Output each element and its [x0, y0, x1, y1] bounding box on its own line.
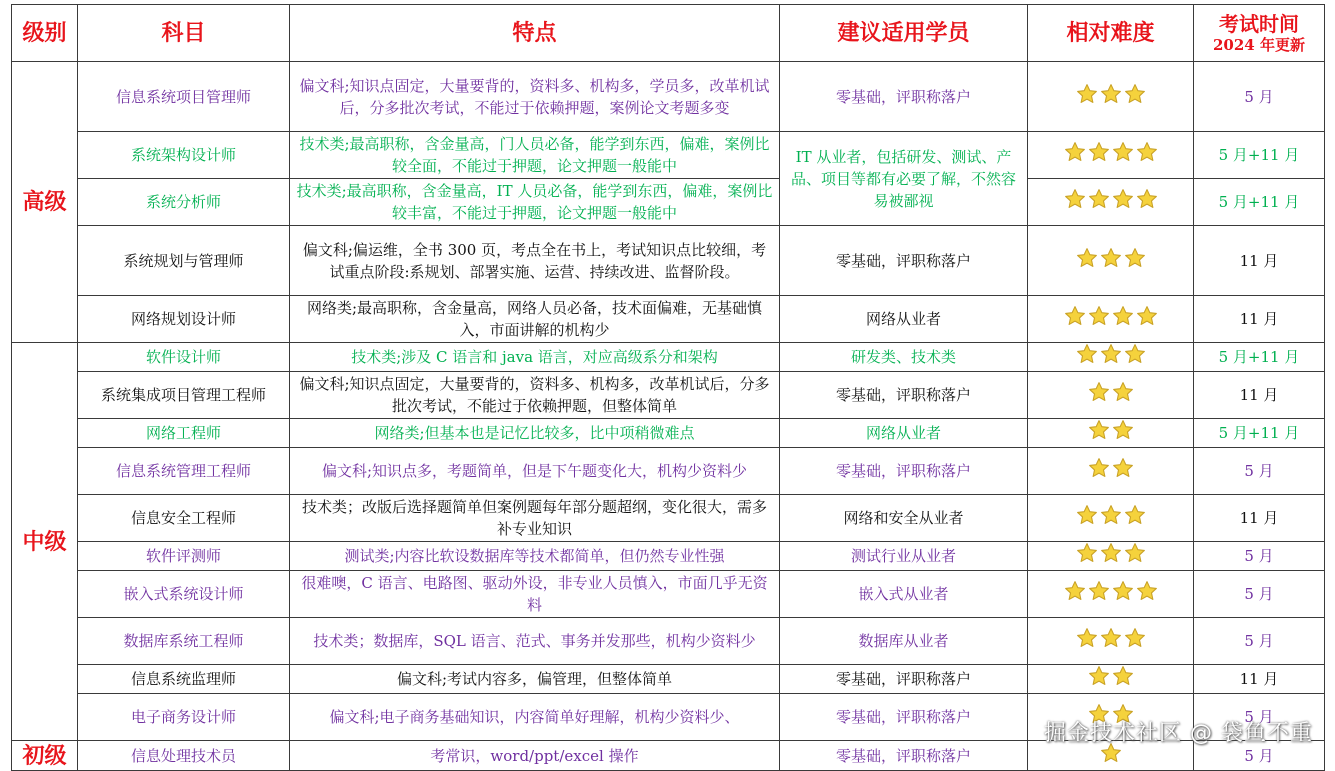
- subject-cell: 软件设计师: [78, 343, 290, 372]
- star-rating: [1076, 627, 1146, 649]
- level-senior: 高级: [12, 62, 78, 343]
- level-middle: 中级: [12, 343, 78, 741]
- star-icon: [1088, 580, 1110, 602]
- watermark: 掘金技术社区 @ 袋鱼不重: [1044, 721, 1313, 746]
- audience-cell: 网络和安全从业者: [780, 495, 1028, 542]
- table-row: [12, 226, 1325, 296]
- star-rating: [1088, 665, 1134, 687]
- exam-time-cell: 5 月+11 月: [1194, 132, 1325, 179]
- difficulty-cell: [1028, 343, 1194, 372]
- star-icon: [1088, 141, 1110, 163]
- star-rating: [1076, 247, 1146, 269]
- features-cell: 偏文科;电子商务基础知识，内容简单好理解，机构少资料少、: [290, 694, 780, 741]
- star-icon: [1076, 542, 1098, 564]
- features-cell: 技术类;涉及 C 语言和 java 语言，对应高级系分和架构: [290, 343, 780, 372]
- features-cell: 偏文科;考试内容多，偏管理，但整体简单: [290, 665, 780, 694]
- star-icon: [1088, 381, 1110, 403]
- difficulty-cell: [1028, 448, 1194, 495]
- star-rating: [1064, 580, 1158, 602]
- exam-time-cell: 5 月: [1194, 62, 1325, 132]
- star-icon: [1076, 504, 1098, 526]
- exam-time-cell: 11 月: [1194, 296, 1325, 343]
- features-cell: 很难噢，C 语言、电路图、驱动外设，非专业人员慎入，市面几乎无资料: [290, 571, 780, 618]
- features-cell: 技术类；数据库，SQL 语言、范式、事务并发那些，机构少资料少: [290, 618, 780, 665]
- features-cell: 偏文科;知识点固定，大量要背的，资料多、机构多，学员多，改革机试后，分多批次考试，不能过于依赖押题，案例论文考题多变: [290, 62, 780, 132]
- features-cell: 网络类;但基本也是记忆比较多，比中项稍微难点: [290, 419, 780, 448]
- audience-cell: 数据库从业者: [780, 618, 1028, 665]
- audience-cell: 零基础，评职称落户: [780, 448, 1028, 495]
- header-level: 级别: [12, 5, 78, 62]
- difficulty-cell: [1028, 665, 1194, 694]
- star-icon: [1112, 580, 1134, 602]
- star-icon: [1112, 188, 1134, 210]
- difficulty-cell: [1028, 132, 1194, 179]
- star-icon: [1076, 83, 1098, 105]
- features-cell: 网络类;最高职称，含金量高，网络人员必备，技术面偏难，无基础慎入，市面讲解的机构少: [290, 296, 780, 343]
- table-row: [12, 542, 1325, 571]
- table-row: [12, 62, 1325, 132]
- star-rating: [1076, 343, 1146, 365]
- header-difficulty: 相对难度: [1028, 5, 1194, 62]
- audience-cell: 网络从业者: [780, 296, 1028, 343]
- star-icon: [1100, 542, 1122, 564]
- star-icon: [1088, 188, 1110, 210]
- audience-cell: IT 从业者，包括研发、测试、产品、项目等都有必要了解，不然容易被鄙视: [780, 132, 1028, 226]
- table-row: [12, 132, 1325, 179]
- star-icon: [1136, 580, 1158, 602]
- features-cell: 偏文科;知识点多，考题简单，但是下午题变化大，机构少资料少: [290, 448, 780, 495]
- exam-time-cell: 5 月+11 月: [1194, 343, 1325, 372]
- difficulty-cell: [1028, 419, 1194, 448]
- subject-cell: 信息处理技术员: [78, 741, 290, 771]
- star-icon: [1064, 305, 1086, 327]
- star-icon: [1112, 419, 1134, 441]
- exam-time-cell: 11 月: [1194, 372, 1325, 419]
- table-row: [12, 343, 1325, 372]
- exam-time-cell: 5 月: [1194, 694, 1325, 741]
- header-audience: 建议适用学员: [780, 5, 1028, 62]
- subject-cell: 网络规划设计师: [78, 296, 290, 343]
- features-cell: 考常识，word/ppt/excel 操作: [290, 741, 780, 771]
- subject-cell: 网络工程师: [78, 419, 290, 448]
- star-icon: [1100, 83, 1122, 105]
- star-icon: [1124, 542, 1146, 564]
- audience-cell: 零基础，评职称落户: [780, 62, 1028, 132]
- star-icon: [1064, 141, 1086, 163]
- table-row: [12, 665, 1325, 694]
- star-icon: [1076, 247, 1098, 269]
- star-icon: [1136, 305, 1158, 327]
- table-row: [12, 296, 1325, 343]
- exam-time-cell: 11 月: [1194, 665, 1325, 694]
- star-icon: [1112, 457, 1134, 479]
- star-icon: [1088, 665, 1110, 687]
- difficulty-cell: [1028, 542, 1194, 571]
- features-cell: 偏文科;偏运维，全书 300 页，考点全在书上，考试知识点比较细，考试重点阶段:系规划、部署实施、运营、持续改进、监督阶段。: [290, 226, 780, 296]
- header-exam-time-note: 2024 年更新: [1213, 36, 1305, 54]
- header-row: [12, 5, 1325, 62]
- features-cell: 技术类；改版后选择题简单但案例题每年部分题超纲，变化很大，需多补专业知识: [290, 495, 780, 542]
- table-row: [12, 495, 1325, 542]
- star-icon: [1112, 305, 1134, 327]
- exam-time-cell: 5 月+11 月: [1194, 179, 1325, 226]
- exam-time-cell: 5 月+11 月: [1194, 419, 1325, 448]
- difficulty-cell: [1028, 372, 1194, 419]
- exam-time-cell: 5 月: [1194, 618, 1325, 665]
- audience-cell: 零基础，评职称落户: [780, 741, 1028, 771]
- audience-cell: 研发类、技术类: [780, 343, 1028, 372]
- star-icon: [1136, 188, 1158, 210]
- header-exam-time-label: 考试时间: [1219, 12, 1299, 36]
- audience-cell: 零基础，评职称落户: [780, 372, 1028, 419]
- subject-cell: 数据库系统工程师: [78, 618, 290, 665]
- audience-cell: 测试行业从业者: [780, 542, 1028, 571]
- subject-cell: 信息系统项目管理师: [78, 62, 290, 132]
- features-cell: 偏文科;知识点固定，大量要背的，资料多、机构多，改革机试后，分多批次考试，不能过于依赖押题，但整体简单: [290, 372, 780, 419]
- star-icon: [1124, 627, 1146, 649]
- subject-cell: 软件评测师: [78, 542, 290, 571]
- star-icon: [1124, 504, 1146, 526]
- exam-time-cell: 5 月: [1194, 542, 1325, 571]
- difficulty-cell: [1028, 62, 1194, 132]
- audience-cell: 嵌入式从业者: [780, 571, 1028, 618]
- star-icon: [1076, 343, 1098, 365]
- star-rating: [1076, 542, 1146, 564]
- audience-cell: 网络从业者: [780, 419, 1028, 448]
- star-icon: [1124, 247, 1146, 269]
- subject-cell: 信息系统监理师: [78, 665, 290, 694]
- exam-comparison-table: [11, 4, 1325, 771]
- table-row: [12, 179, 1325, 226]
- star-icon: [1100, 343, 1122, 365]
- table-row: [12, 372, 1325, 419]
- header-subject: 科目: [78, 5, 290, 62]
- subject-cell: 信息安全工程师: [78, 495, 290, 542]
- exam-time-cell: 11 月: [1194, 495, 1325, 542]
- table-row: [12, 618, 1325, 665]
- star-rating: [1088, 381, 1134, 403]
- exam-time-cell: 5 月: [1194, 741, 1325, 771]
- difficulty-cell: [1028, 571, 1194, 618]
- star-rating: [1076, 83, 1146, 105]
- features-cell: 测试类;内容比软设数据库等技术都简单，但仍然专业性强: [290, 542, 780, 571]
- star-icon: [1112, 381, 1134, 403]
- star-icon: [1064, 188, 1086, 210]
- level-junior: 初级: [12, 741, 78, 771]
- subject-cell: 系统分析师: [78, 179, 290, 226]
- star-icon: [1088, 419, 1110, 441]
- exam-time-cell: 11 月: [1194, 226, 1325, 296]
- star-icon: [1088, 457, 1110, 479]
- table-row: [12, 571, 1325, 618]
- star-icon: [1100, 504, 1122, 526]
- subject-cell: 嵌入式系统设计师: [78, 571, 290, 618]
- header-features: 特点: [290, 5, 780, 62]
- star-rating: [1076, 504, 1146, 526]
- table-row: [12, 419, 1325, 448]
- difficulty-cell: [1028, 296, 1194, 343]
- difficulty-cell: [1028, 618, 1194, 665]
- star-icon: [1076, 627, 1098, 649]
- table-row: [12, 448, 1325, 495]
- audience-cell: 零基础，评职称落户: [780, 694, 1028, 741]
- star-rating: [1064, 141, 1158, 163]
- star-icon: [1088, 305, 1110, 327]
- difficulty-cell: [1028, 179, 1194, 226]
- header-exam-time: [1194, 5, 1325, 62]
- star-rating: [1088, 419, 1134, 441]
- star-icon: [1100, 627, 1122, 649]
- star-icon: [1112, 665, 1134, 687]
- subject-cell: 系统架构设计师: [78, 132, 290, 179]
- subject-cell: 系统规划与管理师: [78, 226, 290, 296]
- star-icon: [1124, 343, 1146, 365]
- difficulty-cell: [1028, 226, 1194, 296]
- star-icon: [1064, 580, 1086, 602]
- subject-cell: 系统集成项目管理工程师: [78, 372, 290, 419]
- exam-time-cell: 5 月: [1194, 571, 1325, 618]
- subject-cell: 信息系统管理工程师: [78, 448, 290, 495]
- features-cell: 技术类;最高职称，含金量高，IT 人员必备，能学到东西，偏难，案例比较丰富，不能过于押题，论文押题一般能中: [290, 179, 780, 226]
- star-rating: [1064, 188, 1158, 210]
- star-icon: [1124, 83, 1146, 105]
- audience-cell: 零基础，评职称落户: [780, 226, 1028, 296]
- star-icon: [1136, 141, 1158, 163]
- features-cell: 技术类;最高职称，含金量高，门人员必备，能学到东西，偏难，案例比较全面，不能过于押题，论文押题一般能中: [290, 132, 780, 179]
- star-rating: [1088, 457, 1134, 479]
- star-icon: [1100, 247, 1122, 269]
- subject-cell: 电子商务设计师: [78, 694, 290, 741]
- difficulty-cell: [1028, 495, 1194, 542]
- star-rating: [1064, 305, 1158, 327]
- exam-time-cell: 5 月: [1194, 448, 1325, 495]
- star-icon: [1112, 141, 1134, 163]
- audience-cell: 零基础，评职称落户: [780, 665, 1028, 694]
